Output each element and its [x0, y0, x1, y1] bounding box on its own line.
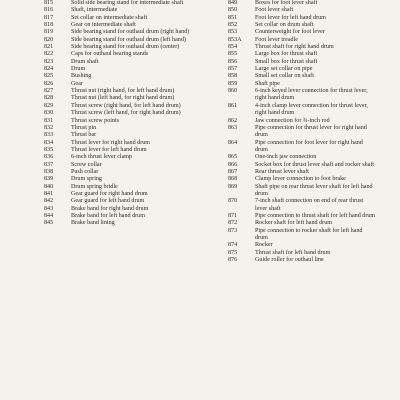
part-description: Pipe connection for thrust lever for right hand drum: [255, 124, 367, 139]
parts-list-entry: [44, 0, 192, 7]
parts-list-entry: [228, 162, 376, 169]
part-description: Drum: [71, 66, 86, 73]
part-description: Thrust lever for left hand drum: [71, 146, 147, 153]
part-number: 869: [228, 183, 238, 190]
part-description: Socket box for thrust lever shaft and rocker shaft: [255, 161, 375, 168]
part-description: Shaft pipe: [255, 80, 280, 87]
parts-list-entry: [228, 176, 376, 183]
part-description: Thrust lever for right hand drum: [71, 139, 151, 146]
part-number: 845: [44, 220, 54, 227]
part-number: 850: [228, 7, 238, 14]
part-number: 855: [228, 51, 238, 58]
part-description: Set collar on drum shaft: [255, 22, 314, 29]
part-number: 853: [228, 29, 238, 36]
part-number: 872: [228, 220, 238, 227]
parts-list-entry: [44, 51, 192, 58]
parts-list-entry: [44, 132, 192, 139]
part-number: 840: [44, 183, 54, 190]
part-number: 837: [44, 161, 54, 168]
part-description: Foot lever shaft: [255, 7, 294, 14]
right-parts-column: [228, 0, 376, 264]
parts-list-entry: [44, 66, 192, 73]
part-description: Small set collar on shaft: [255, 73, 314, 80]
part-number: 852: [228, 22, 238, 29]
parts-list-entry: [228, 37, 376, 44]
part-description: Thrust screw (right hand, for left hand drum): [71, 102, 181, 109]
part-number: 831: [44, 117, 54, 124]
part-number: 851: [228, 14, 238, 21]
parts-list-entry: [228, 220, 376, 227]
part-number: 816: [44, 7, 54, 14]
part-number: 873: [228, 227, 238, 234]
part-number: 843: [44, 205, 54, 212]
part-number: 815: [44, 0, 54, 6]
part-description: Brake band for right hand drum: [71, 205, 149, 212]
part-number: 824: [44, 66, 54, 73]
part-number: 864: [228, 139, 238, 146]
part-number: 829: [44, 102, 54, 109]
parts-list-entry: [228, 15, 376, 22]
part-description: Large box for thrust shaft: [255, 51, 318, 58]
part-description: Gear: [71, 80, 83, 87]
part-number: 867: [228, 168, 238, 175]
parts-list-entry: [44, 140, 192, 147]
part-description: Brake band lining: [71, 220, 115, 227]
part-number: 863: [228, 124, 238, 131]
part-number: 868: [228, 176, 238, 183]
parts-list-entry: [228, 118, 376, 125]
part-description: Pipe connection to rocker shaft for left hand drum: [255, 227, 363, 241]
part-description: Pipe connection for foot lever for right hand drum: [255, 139, 363, 153]
part-number: 841: [44, 190, 54, 197]
part-number: 858: [228, 73, 238, 80]
part-number: 820: [44, 36, 54, 43]
part-number: 838: [44, 168, 54, 175]
parts-list-entry: [44, 176, 192, 183]
part-number: 835: [44, 146, 54, 153]
parts-list-entry: [44, 37, 192, 44]
part-description: Thrust pin: [71, 124, 97, 131]
parts-list-entry: [44, 110, 192, 117]
part-description: 6-inch thrust lever clamp: [71, 154, 133, 161]
parts-list-entry: [228, 59, 376, 66]
part-number: 874: [228, 242, 238, 249]
parts-list-entry: [44, 220, 192, 227]
part-description: Thrust nut (right hand, for left hand drum): [71, 88, 175, 95]
part-number: 870: [228, 198, 238, 205]
part-number: 859: [228, 80, 238, 87]
part-description: Caps for outhaul bearing stands: [71, 51, 149, 58]
parts-list-entry: [44, 73, 192, 80]
part-description: Gear on intermediate shaft: [71, 22, 136, 29]
part-number: 830: [44, 110, 54, 117]
part-description: Large set collar on pipe: [255, 66, 313, 73]
part-description: Thrust bar: [71, 132, 97, 139]
part-number: 854: [228, 44, 238, 51]
parts-list-entry: [228, 140, 376, 155]
part-description: Thrust screw points: [71, 117, 120, 124]
part-description: Side bearing stand for outhaul drum (center): [71, 44, 180, 51]
parts-list-entry: [228, 29, 376, 36]
part-description: Screw collar: [71, 161, 102, 168]
part-number: 876: [228, 257, 238, 264]
part-number: 828: [44, 95, 54, 102]
part-number: 823: [44, 58, 54, 65]
part-description: Clamp lever connection to foot brake: [255, 176, 346, 183]
part-number: 839: [44, 176, 54, 183]
parts-list-entry: [228, 73, 376, 80]
parts-list-entry: [228, 242, 376, 249]
part-description: Shaft, intermediate: [71, 7, 118, 14]
part-description: Push collar: [71, 168, 99, 175]
parts-list-entry: [44, 213, 192, 220]
part-description: Rear thrust lever shaft: [255, 168, 309, 175]
part-number: 836: [44, 154, 54, 161]
part-number: 853A: [228, 36, 242, 43]
part-number: 862: [228, 117, 238, 124]
left-parts-column: [44, 0, 192, 228]
part-description: Rocker: [255, 242, 273, 249]
part-description: 4-inch clamp lever connection for thrust lever, right hand drum: [255, 102, 368, 117]
part-number: 860: [228, 88, 238, 95]
part-number: 819: [44, 29, 54, 36]
parts-list-entry: [44, 15, 192, 22]
part-description: Gear guard for right hand drum: [71, 190, 148, 197]
parts-list-entry: [44, 29, 192, 36]
part-number: 865: [228, 154, 238, 161]
parts-list-entry: [44, 95, 192, 102]
parts-list-entry: [44, 7, 192, 14]
parts-list-entry: [228, 88, 376, 103]
part-number: 826: [44, 80, 54, 87]
part-description: Gear guard for left hand drum: [71, 198, 145, 205]
parts-list-entry: [44, 162, 192, 169]
part-number: 857: [228, 66, 238, 73]
parts-list-entry: [228, 7, 376, 14]
part-description: Foot lever treadle: [255, 36, 298, 43]
part-number: 834: [44, 139, 54, 146]
part-description: Side bearing stand for outhaul drum (left hand): [71, 36, 186, 43]
part-number: 849: [228, 0, 238, 6]
part-description: Guide roller for outhaul line: [255, 257, 324, 264]
part-description: Thrust screw (left hand, for right hand drum): [71, 110, 181, 117]
parts-list-entry: [44, 59, 192, 66]
part-description: 6-inch keyed lever connection for thrust lever, right hand drum: [255, 88, 368, 102]
part-description: One-inch jaw connection: [255, 154, 317, 161]
parts-list-entry: [228, 154, 376, 161]
part-number: 817: [44, 14, 54, 21]
part-number: 821: [44, 44, 54, 51]
parts-list-entry: [228, 51, 376, 58]
part-description: Shaft pipe on rear thrust lever shaft for left hand drum: [255, 183, 373, 197]
parts-list-entry: [44, 125, 192, 132]
parts-list-entry: [228, 198, 376, 213]
parts-list-entry: [228, 125, 376, 140]
part-number: 827: [44, 88, 54, 95]
part-number: 844: [44, 212, 54, 219]
parts-list-entry: [44, 169, 192, 176]
part-description: Drum shaft: [71, 58, 99, 65]
part-description: Foot lever for left hand drum: [255, 14, 326, 21]
part-description: Jaw connection for ¾-inch rod: [255, 117, 330, 124]
part-description: Brake band for left hand drum: [71, 212, 145, 219]
part-description: Side bearing stand for outhaul drum (right hand): [71, 29, 190, 36]
parts-list-entry: [44, 184, 192, 191]
part-number: 833: [44, 132, 54, 139]
part-description: Small box for thrust shaft: [255, 58, 318, 65]
part-number: 818: [44, 22, 54, 29]
parts-list-entry: [44, 198, 192, 205]
parts-list-entry: [44, 147, 192, 154]
parts-list-entry: [228, 103, 376, 118]
part-number: 825: [44, 73, 54, 80]
part-description: Bushing: [71, 73, 92, 80]
part-description: Boxes for foot lever shaft: [255, 0, 318, 6]
part-number: 832: [44, 124, 54, 131]
part-description: Rocker shaft for left hand drum: [255, 220, 332, 227]
parts-list-entry: [228, 228, 376, 243]
parts-list-entry: [228, 0, 376, 7]
part-description: Counterweight for foot lever: [255, 29, 325, 36]
part-description: Thrust shaft for right hand drum: [255, 44, 334, 51]
part-number: 856: [228, 58, 238, 65]
parts-list-entry: [228, 184, 376, 199]
part-number: 866: [228, 161, 238, 168]
parts-list-entry: [44, 206, 192, 213]
part-description: 7-inch shaft connection on end of rear thrust lever shaft: [255, 198, 364, 212]
part-description: Drum spring: [71, 176, 102, 183]
parts-list-entry: [44, 118, 192, 125]
part-number: 875: [228, 249, 238, 256]
part-number: 861: [228, 102, 238, 109]
parts-list-entry: [228, 257, 376, 264]
part-description: Thrust shaft for left hand drum: [255, 249, 331, 256]
parts-list-entry: [44, 154, 192, 161]
parts-list-entry: [228, 250, 376, 257]
part-description: Pipe connection to thrust shaft for left hand drum: [255, 212, 376, 219]
part-description: Thrust nut (left hand, for right hand drum): [71, 95, 175, 102]
part-description: Set collar on intermediate shaft: [71, 14, 148, 21]
part-description: Drum spring bridle: [71, 183, 118, 190]
part-number: 871: [228, 212, 238, 219]
part-description: Solid side bearing stand for intermediate shaft: [71, 0, 184, 6]
part-number: 842: [44, 198, 54, 205]
part-number: 822: [44, 51, 54, 58]
